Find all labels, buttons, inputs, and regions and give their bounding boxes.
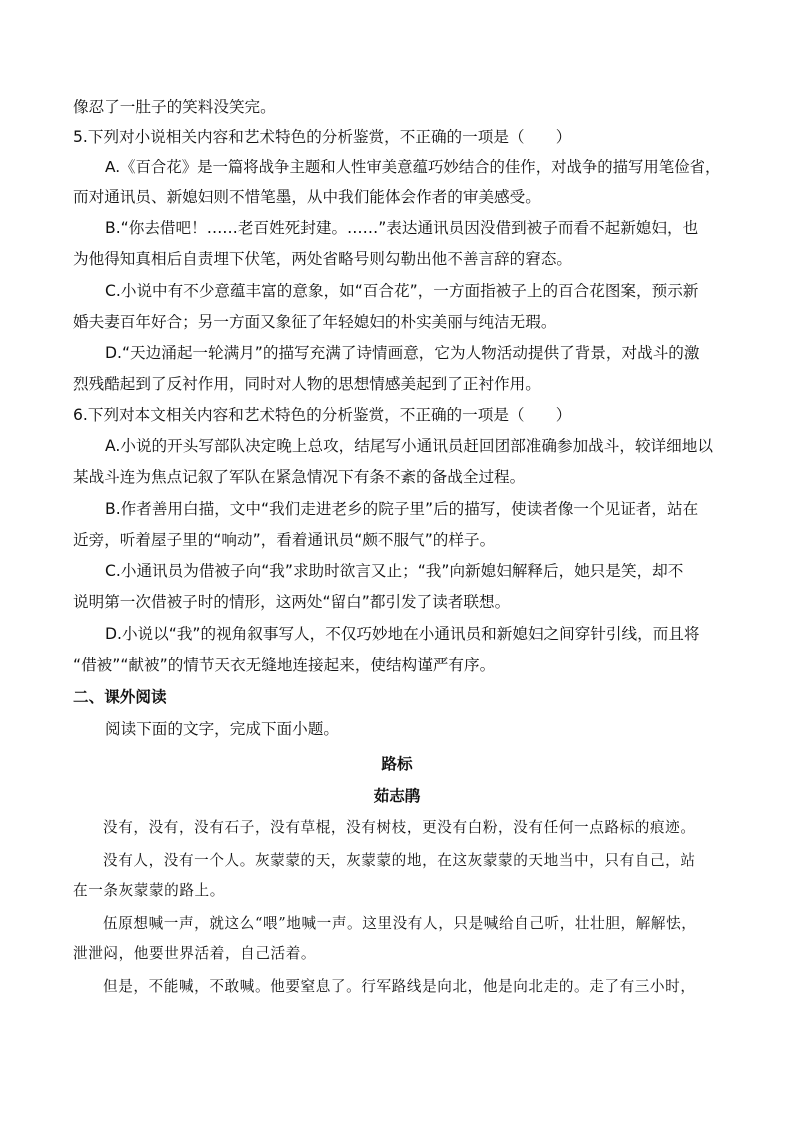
question-5-option-d-line-1: D.“天边涌起一轮满月”的描写充满了诗情画意，它为人物活动提供了背景，对战斗的激 (105, 344, 700, 362)
story-title: 路标 (381, 755, 413, 773)
story-paragraph-3-line-2: 泄泄闷，他要世界活着，自己活着。 (73, 945, 317, 962)
question-6-option-a-line-2: 某战斗连为焦点记叙了军队在紧急情况下有条不紊的备战全过程。 (73, 468, 526, 486)
question-5-option-c-line-1: C.小说中有不少意蕴丰富的意象，如“百合花”，一方面指被子上的百合花图案，预示新 (105, 282, 699, 300)
q4-answer-tail: 像忍了一肚子的笑料没笑完。 (73, 98, 276, 116)
story-paragraph-2-line-2: 在一条灰蒙蒙的路上。 (73, 882, 225, 899)
question-6-option-b-line-2: 近旁，听着屋子里的“响动”，看着通讯员“颇不服气”的样子。 (73, 531, 496, 549)
question-5-option-a-line-2: 而对通讯员、新媳妇则不惜笔墨，从中我们能体会作者的审美感受。 (73, 188, 541, 206)
question-6-option-b-line-1: B.作者善用白描，文中“我们走进老乡的院子里”后的描写，使读者像一个见证者，站在 (105, 500, 699, 518)
question-6-option-c-line-2: 说明第一次借被子时的情形，这两处“留白”都引发了读者联想。 (73, 593, 511, 611)
question-6-option-d-line-1: D.小说以“我”的视角叙事写人，不仅巧妙地在小通讯员和新媳妇之间穿针引线，而且将 (105, 625, 700, 643)
question-6-option-d-line-2: “借被”“献被”的情节天衣无缝地连接起来，使结构谨严有序。 (73, 656, 496, 674)
story-paragraph-2-line-1: 没有人，没有一个人。灰蒙蒙的天，灰蒙蒙的地，在这灰蒙蒙的天地当中，只有自己，站 (103, 852, 696, 869)
question-6-option-a-line-1: A.小说的开头写部队决定晚上总攻，结尾写小通讯员赶回团部准确参加战斗，较详细地以 (105, 437, 713, 455)
section-heading: 二、课外阅读 (73, 688, 167, 706)
story-author: 茹志鹃 (373, 787, 421, 805)
question-5-option-b-line-2: 为他得知真相后自责埋下伏笔，两处省略号则勾勒出他不善言辞的窘态。 (73, 250, 573, 268)
question-5-option-a-line-1: A.《百合花》是一篇将战争主题和人性审美意蕴巧妙结合的佳作，对战争的描写用笔俭省， (105, 158, 721, 176)
story-paragraph-3-line-1: 伍原想喊一声，就这么“喂”地喊一声。这里没有人，只是喊给自己听，壮壮胆，解解怯， (103, 915, 697, 932)
question-5-option-b-line-1: B.“你去借吧！……老百姓死封建。……”表达通讯员因没借到被子而看不起新媳妇，也 (105, 219, 699, 237)
reading-instruction: 阅读下面的文字，完成下面小题。 (105, 720, 339, 738)
question-6-stem: 6.下列对本文相关内容和艺术特色的分析鉴赏，不正确的一项是（ ） (73, 406, 572, 424)
question-5-option-d-line-2: 烈残酷起到了反衬作用，同时对人物的思想情感美起到了正衬作用。 (73, 375, 541, 393)
question-5-stem: 5.下列对小说相关内容和艺术特色的分析鉴赏，不正确的一项是（ ） (73, 128, 572, 146)
question-5-option-c-line-2: 婚夫妻百年好合；另一方面又象征了年轻媳妇的朴实美丽与纯洁无瑕。 (73, 313, 557, 331)
question-6-option-c-line-1: C.小通讯员为借被子向“我”求助时欲言又止；“我”向新媳妇解释后，她只是笑，却不 (105, 562, 684, 580)
story-paragraph-1-line-1: 没有，没有，没有石子，没有草棍，没有树枝，更没有白粉，没有任何一点路标的痕迹。 (103, 819, 696, 836)
story-paragraph-4-line-1: 但是，不能喊，不敢喊。他要窒息了。行军路线是向北，他是向北走的。走了有三小时， (103, 978, 696, 995)
